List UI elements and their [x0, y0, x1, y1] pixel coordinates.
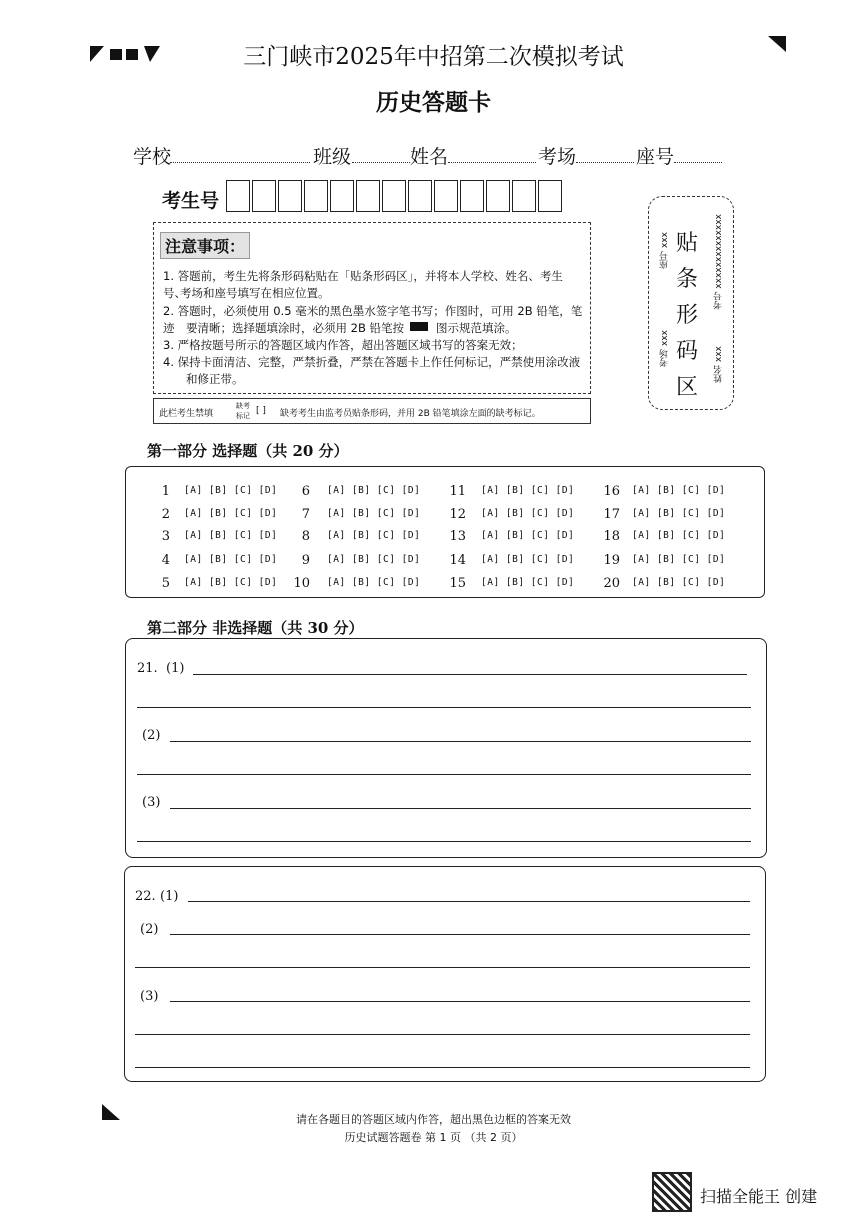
choice-options[interactable]: [A] [B] [C] [D] [481, 508, 575, 519]
seat-field[interactable] [674, 162, 722, 163]
choice-options[interactable]: [A] [B] [C] [D] [632, 577, 726, 588]
choice-question-number: 6 [301, 484, 310, 499]
absent-checkbox[interactable]: [ ] [256, 406, 266, 416]
exam-number-digit-box[interactable] [356, 180, 380, 212]
q21-line[interactable] [193, 674, 747, 675]
q21-sub2-label: (2) [142, 728, 161, 743]
barcode-room: 考场 xxx [660, 330, 670, 367]
choice-question-number: 4 [161, 553, 170, 568]
barcode-exam-no: 考号 xxxxxxxxxxxxxx [714, 214, 724, 310]
part2-heading: 第二部分 非选择题（共 30 分） [147, 619, 364, 637]
page-number: 历史试题答题卷 第 1 页 （共 2 页） [344, 1131, 523, 1144]
card-subtitle: 历史答题卡 [376, 89, 491, 116]
q22-line[interactable] [170, 934, 750, 935]
choice-question-number: 12 [449, 507, 466, 522]
choice-options[interactable]: [A] [B] [C] [D] [184, 554, 278, 565]
notice-item-4-cont: 和修正带。 [186, 372, 244, 386]
choice-options[interactable]: [A] [B] [C] [D] [632, 530, 726, 541]
q21-line[interactable] [170, 808, 751, 809]
choice-question-number: 7 [301, 507, 310, 522]
absent-label: 此栏考生禁填 [159, 409, 214, 419]
choice-question-number: 1 [161, 484, 170, 499]
q22-line[interactable] [170, 1001, 750, 1002]
choice-question-number: 14 [449, 553, 466, 568]
choice-options[interactable]: [A] [B] [C] [D] [184, 530, 278, 541]
q22-number: 22. [135, 889, 156, 904]
q22-line[interactable] [188, 901, 750, 902]
barcode-name: 姓名 xxx [714, 346, 724, 383]
answer-box-21 [125, 638, 767, 858]
absent-row [153, 398, 591, 424]
class-label: 班级 [313, 146, 352, 168]
q21-number: 21. [137, 661, 158, 676]
exam-number-digit-box[interactable] [460, 180, 484, 212]
q22-line[interactable] [135, 1067, 750, 1068]
choice-question-number: 2 [161, 507, 170, 522]
exam-number-digit-box[interactable] [304, 180, 328, 212]
exam-room-label: 考场 [538, 146, 577, 168]
fill-sample-icon [410, 322, 428, 331]
footer-warning: 请在各题目的答题区域内作答，超出黑色边框的答案无效 [296, 1113, 571, 1126]
choice-options[interactable]: [A] [B] [C] [D] [327, 485, 421, 496]
q22-line[interactable] [135, 967, 750, 968]
choice-options[interactable]: [A] [B] [C] [D] [481, 554, 575, 565]
barcode-title: 贴条形码区 [676, 231, 699, 400]
school-field[interactable] [170, 162, 310, 163]
q22-sub3-label: (3) [140, 989, 159, 1004]
answer-box-22 [124, 866, 766, 1082]
notice-item-4: 4. 保持卡面清洁、完整，严禁折叠，严禁在答题卡上作任何标记，严禁使用涂改液 [163, 355, 581, 369]
choice-options[interactable]: [A] [B] [C] [D] [481, 485, 575, 496]
choice-options[interactable]: [A] [B] [C] [D] [327, 530, 421, 541]
choice-question-number: 9 [301, 553, 310, 568]
notice-item-3: 3. 严格按题号所示的答题区域内作答，超出答题区域书写的答案无效； [163, 338, 523, 352]
choice-question-number: 8 [301, 529, 310, 544]
choice-options[interactable]: [A] [B] [C] [D] [632, 485, 726, 496]
absent-text: 缺考考生由监考员贴条形码，并用 2B 铅笔填涂左面的缺考标记。 [280, 409, 541, 419]
q21-line[interactable] [137, 841, 751, 842]
choice-options[interactable]: [A] [B] [C] [D] [327, 554, 421, 565]
part1-heading: 第一部分 选择题（共 20 分） [147, 442, 349, 460]
name-field[interactable] [448, 162, 536, 163]
choice-question-number: 11 [449, 484, 466, 499]
q21-line[interactable] [137, 774, 751, 775]
q22-sub1-label: (1) [160, 889, 179, 904]
choice-options[interactable]: [A] [B] [C] [D] [327, 577, 421, 588]
exam-number-digit-box[interactable] [512, 180, 536, 212]
exam-title: 三门峡市2025年中招第二次模拟考试 [243, 44, 624, 70]
choice-question-number: 13 [449, 529, 466, 544]
choice-question-number: 18 [603, 529, 620, 544]
choice-question-number: 17 [603, 507, 620, 522]
choice-question-number: 19 [603, 553, 620, 568]
exam-number-digit-box[interactable] [538, 180, 562, 212]
exam-number-label: 考生号 [162, 190, 220, 212]
exam-number-digit-box[interactable] [330, 180, 354, 212]
school-label: 学校 [133, 146, 172, 168]
exam-number-digit-box[interactable] [408, 180, 432, 212]
choice-question-number: 15 [449, 576, 466, 591]
q22-line[interactable] [135, 1034, 750, 1035]
choice-options[interactable]: [A] [B] [C] [D] [327, 508, 421, 519]
q21-sub1-label: (1) [166, 661, 185, 676]
seat-label: 座号 [636, 146, 675, 168]
scanner-watermark: 扫描全能王 创建 [700, 1187, 818, 1206]
choice-question-number: 16 [603, 484, 620, 499]
choice-question-number: 20 [603, 576, 620, 591]
exam-number-digit-box[interactable] [434, 180, 458, 212]
class-field[interactable] [352, 162, 410, 163]
notice-title: 注意事项： [160, 232, 250, 259]
notice-item-1: 1. 答题前，考生先将条形码粘贴在「贴条形码区」，并将本人学校、姓名、考生号、 [163, 269, 563, 300]
absent-mark-label: 缺考标记 [236, 402, 250, 420]
name-label: 姓名 [410, 146, 449, 168]
barcode-seat: 座号 xxx [660, 232, 670, 269]
exam-number-digit-box[interactable] [226, 180, 250, 212]
q21-line[interactable] [137, 707, 751, 708]
exam-number-digit-box[interactable] [486, 180, 510, 212]
exam-room-field[interactable] [576, 162, 634, 163]
choice-options[interactable]: [A] [B] [C] [D] [481, 530, 575, 541]
qr-code-icon [652, 1172, 692, 1212]
exam-number-boxes[interactable] [226, 180, 564, 212]
q21-line[interactable] [170, 741, 751, 742]
exam-number-digit-box[interactable] [278, 180, 302, 212]
choice-options[interactable]: [A] [B] [C] [D] [184, 485, 278, 496]
choice-question-number: 10 [293, 576, 310, 591]
choice-question-number: 5 [161, 576, 170, 591]
notice-item-1-cont: 考场和座号填写在相应位置。 [180, 286, 330, 300]
choice-options[interactable]: [A] [B] [C] [D] [632, 554, 726, 565]
choice-options[interactable]: [A] [B] [C] [D] [184, 508, 278, 519]
choice-options[interactable]: [A] [B] [C] [D] [184, 577, 278, 588]
q22-sub2-label: (2) [140, 922, 159, 937]
exam-number-digit-box[interactable] [382, 180, 406, 212]
notice-item-2: 2. 答题时，必须使用 0.5 毫米的黑色墨水签字笔书写；作图时，可用 2B 铅笔，笔迹 [163, 304, 583, 335]
q21-sub3-label: (3) [142, 795, 161, 810]
notice-item-2-cont: 要清晰；选择题填涂时，必须用 2B 铅笔按 [186, 321, 405, 335]
exam-number-digit-box[interactable] [252, 180, 276, 212]
notice-item-2-end: 图示规范填涂。 [436, 321, 517, 335]
choice-options[interactable]: [A] [B] [C] [D] [632, 508, 726, 519]
choice-options[interactable]: [A] [B] [C] [D] [481, 577, 575, 588]
choice-question-number: 3 [161, 529, 170, 544]
